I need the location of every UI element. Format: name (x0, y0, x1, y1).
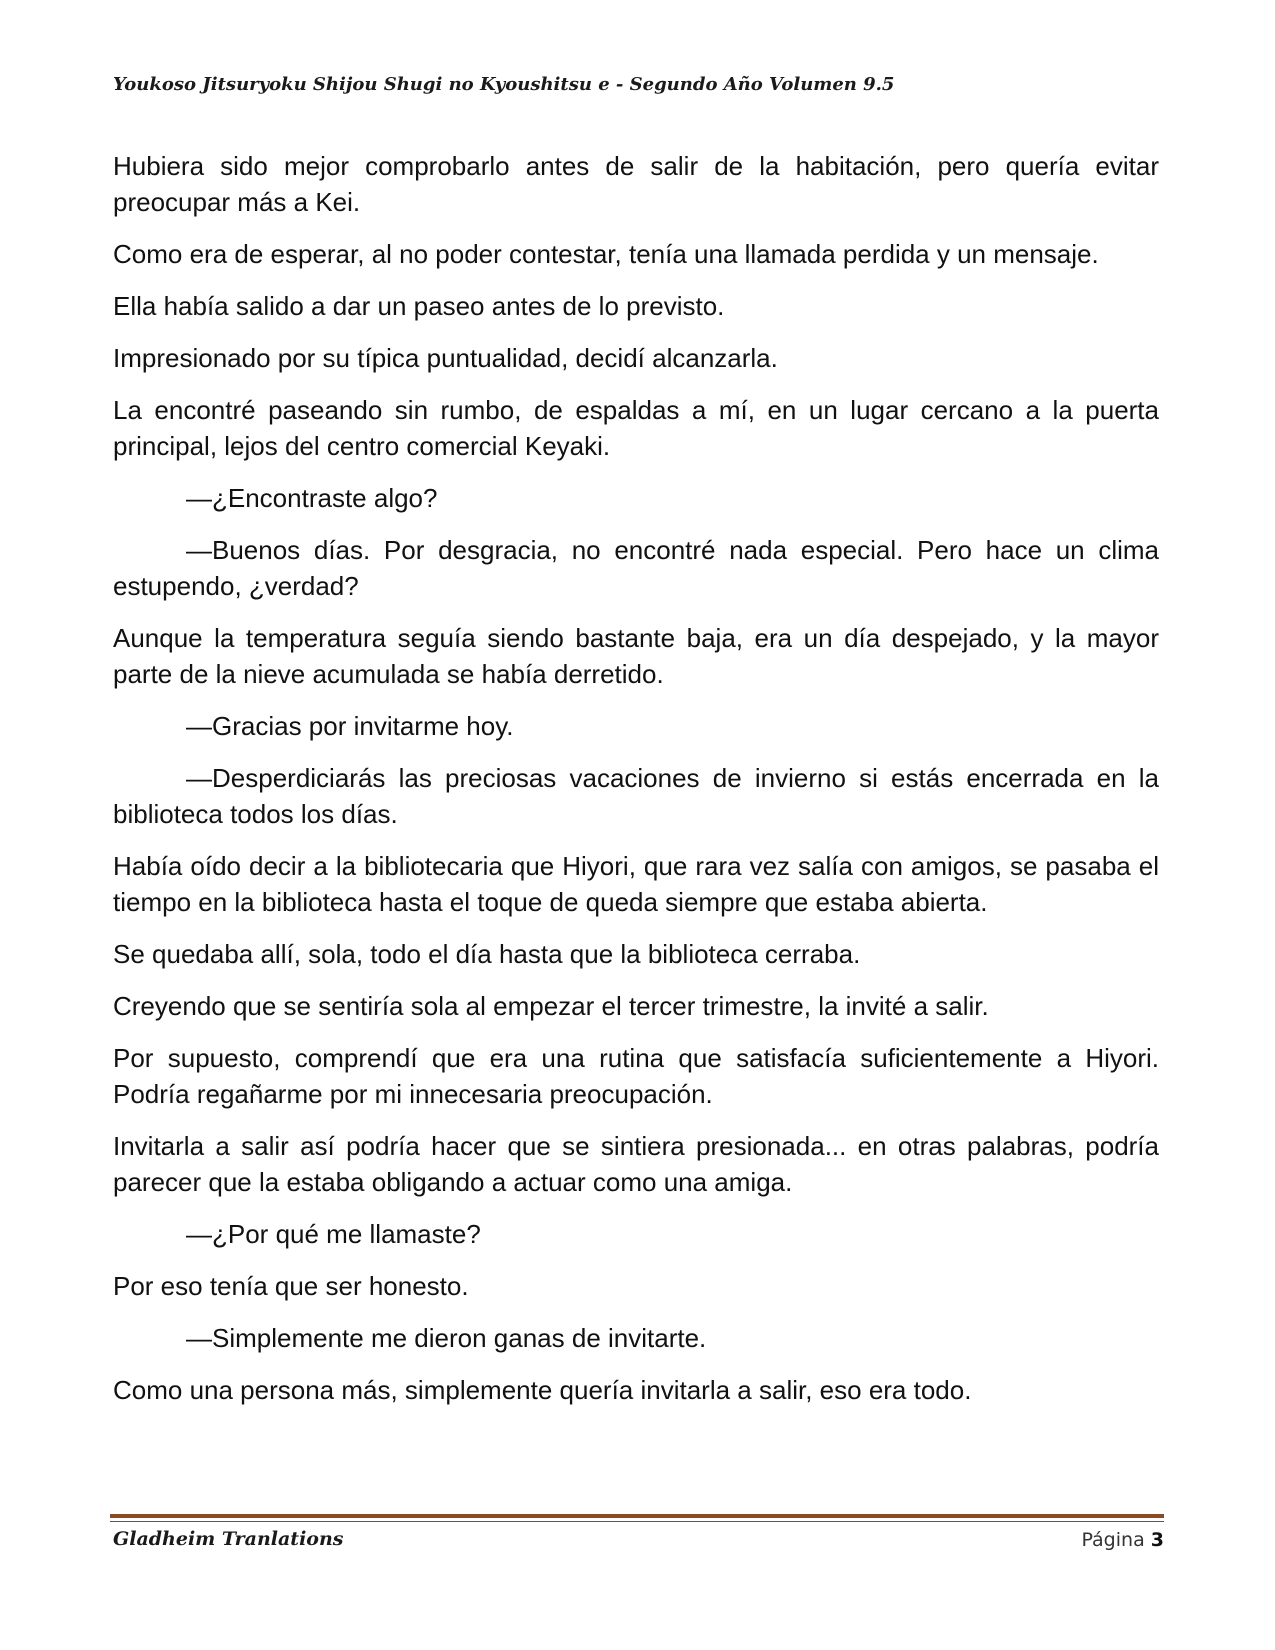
paragraph: Ella había salido a dar un paseo antes de lo previsto. (113, 291, 725, 321)
dialogue-line: —¿Por qué me llamaste? (186, 1219, 481, 1249)
paragraph: Se quedaba allí, sola, todo el día hasta que la biblioteca cerraba. (113, 939, 861, 969)
running-header: Youkoso Jitsuryoku Shijou Shugi no Kyoushitsu e - Segundo Año Volumen 9.5 (113, 74, 895, 95)
page-label: Página (1081, 1529, 1145, 1551)
page-number: 3 (1150, 1529, 1164, 1551)
paragraph: Hubiera sido mejor comprobarlo antes de salir de la habitación, pero quería evitar preocupar más a Kei. (113, 151, 1159, 217)
paragraph: Había oído decir a la bibliotecaria que Hiyori, que rara vez salía con amigos, se pasaba el tiempo en la biblioteca hasta el toque de queda siempre que estaba abierta. (113, 851, 1159, 917)
dialogue-line: —Simplemente me dieron ganas de invitarte. (186, 1323, 707, 1353)
dialogue-line: —Desperdiciarás las preciosas vacaciones de invierno si estás encerrada en la biblioteca todos los días. (113, 763, 1159, 829)
paragraph: Como era de esperar, al no poder contestar, tenía una llamada perdida y un mensaje. (113, 239, 1099, 269)
footer-credit: Gladheim Tranlations (113, 1528, 344, 1550)
paragraph: Como una persona más, simplemente quería invitarla a salir, eso era todo. (113, 1375, 972, 1405)
paragraph: Aunque la temperatura seguía siendo bastante baja, era un día despejado, y la mayor parte de la nieve acumulada se había derretido. (113, 623, 1159, 689)
dialogue-line: —Gracias por invitarme hoy. (186, 711, 514, 741)
paragraph: Por supuesto, comprendí que era una rutina que satisfacía suficientemente a Hiyori. Podría regañarme por mi innecesaria preocupación. (113, 1043, 1159, 1109)
page-indicator (1081, 1529, 1164, 1551)
dialogue-line: —¿Encontraste algo? (186, 483, 438, 513)
dialogue-line: —Buenos días. Por desgracia, no encontré nada especial. Pero hace un clima estupendo, ¿verdad? (113, 535, 1159, 601)
footer-divider (110, 1514, 1164, 1518)
paragraph: La encontré paseando sin rumbo, de espaldas a mí, en un lugar cercano a la puerta principal, lejos del centro comercial Keyaki. (113, 395, 1159, 461)
paragraph: Invitarla a salir así podría hacer que se sintiera presionada... en otras palabras, podría parecer que la estaba obligando a actuar como una amiga. (113, 1131, 1159, 1197)
chapter-text (113, 148, 1159, 1424)
paragraph: Impresionado por su típica puntualidad, decidí alcanzarla. (113, 343, 778, 373)
footer-divider-thin (110, 1521, 1164, 1522)
paragraph: Creyendo que se sentiría sola al empezar el tercer trimestre, la invité a salir. (113, 991, 989, 1021)
paragraph: Por eso tenía que ser honesto. (113, 1271, 469, 1301)
